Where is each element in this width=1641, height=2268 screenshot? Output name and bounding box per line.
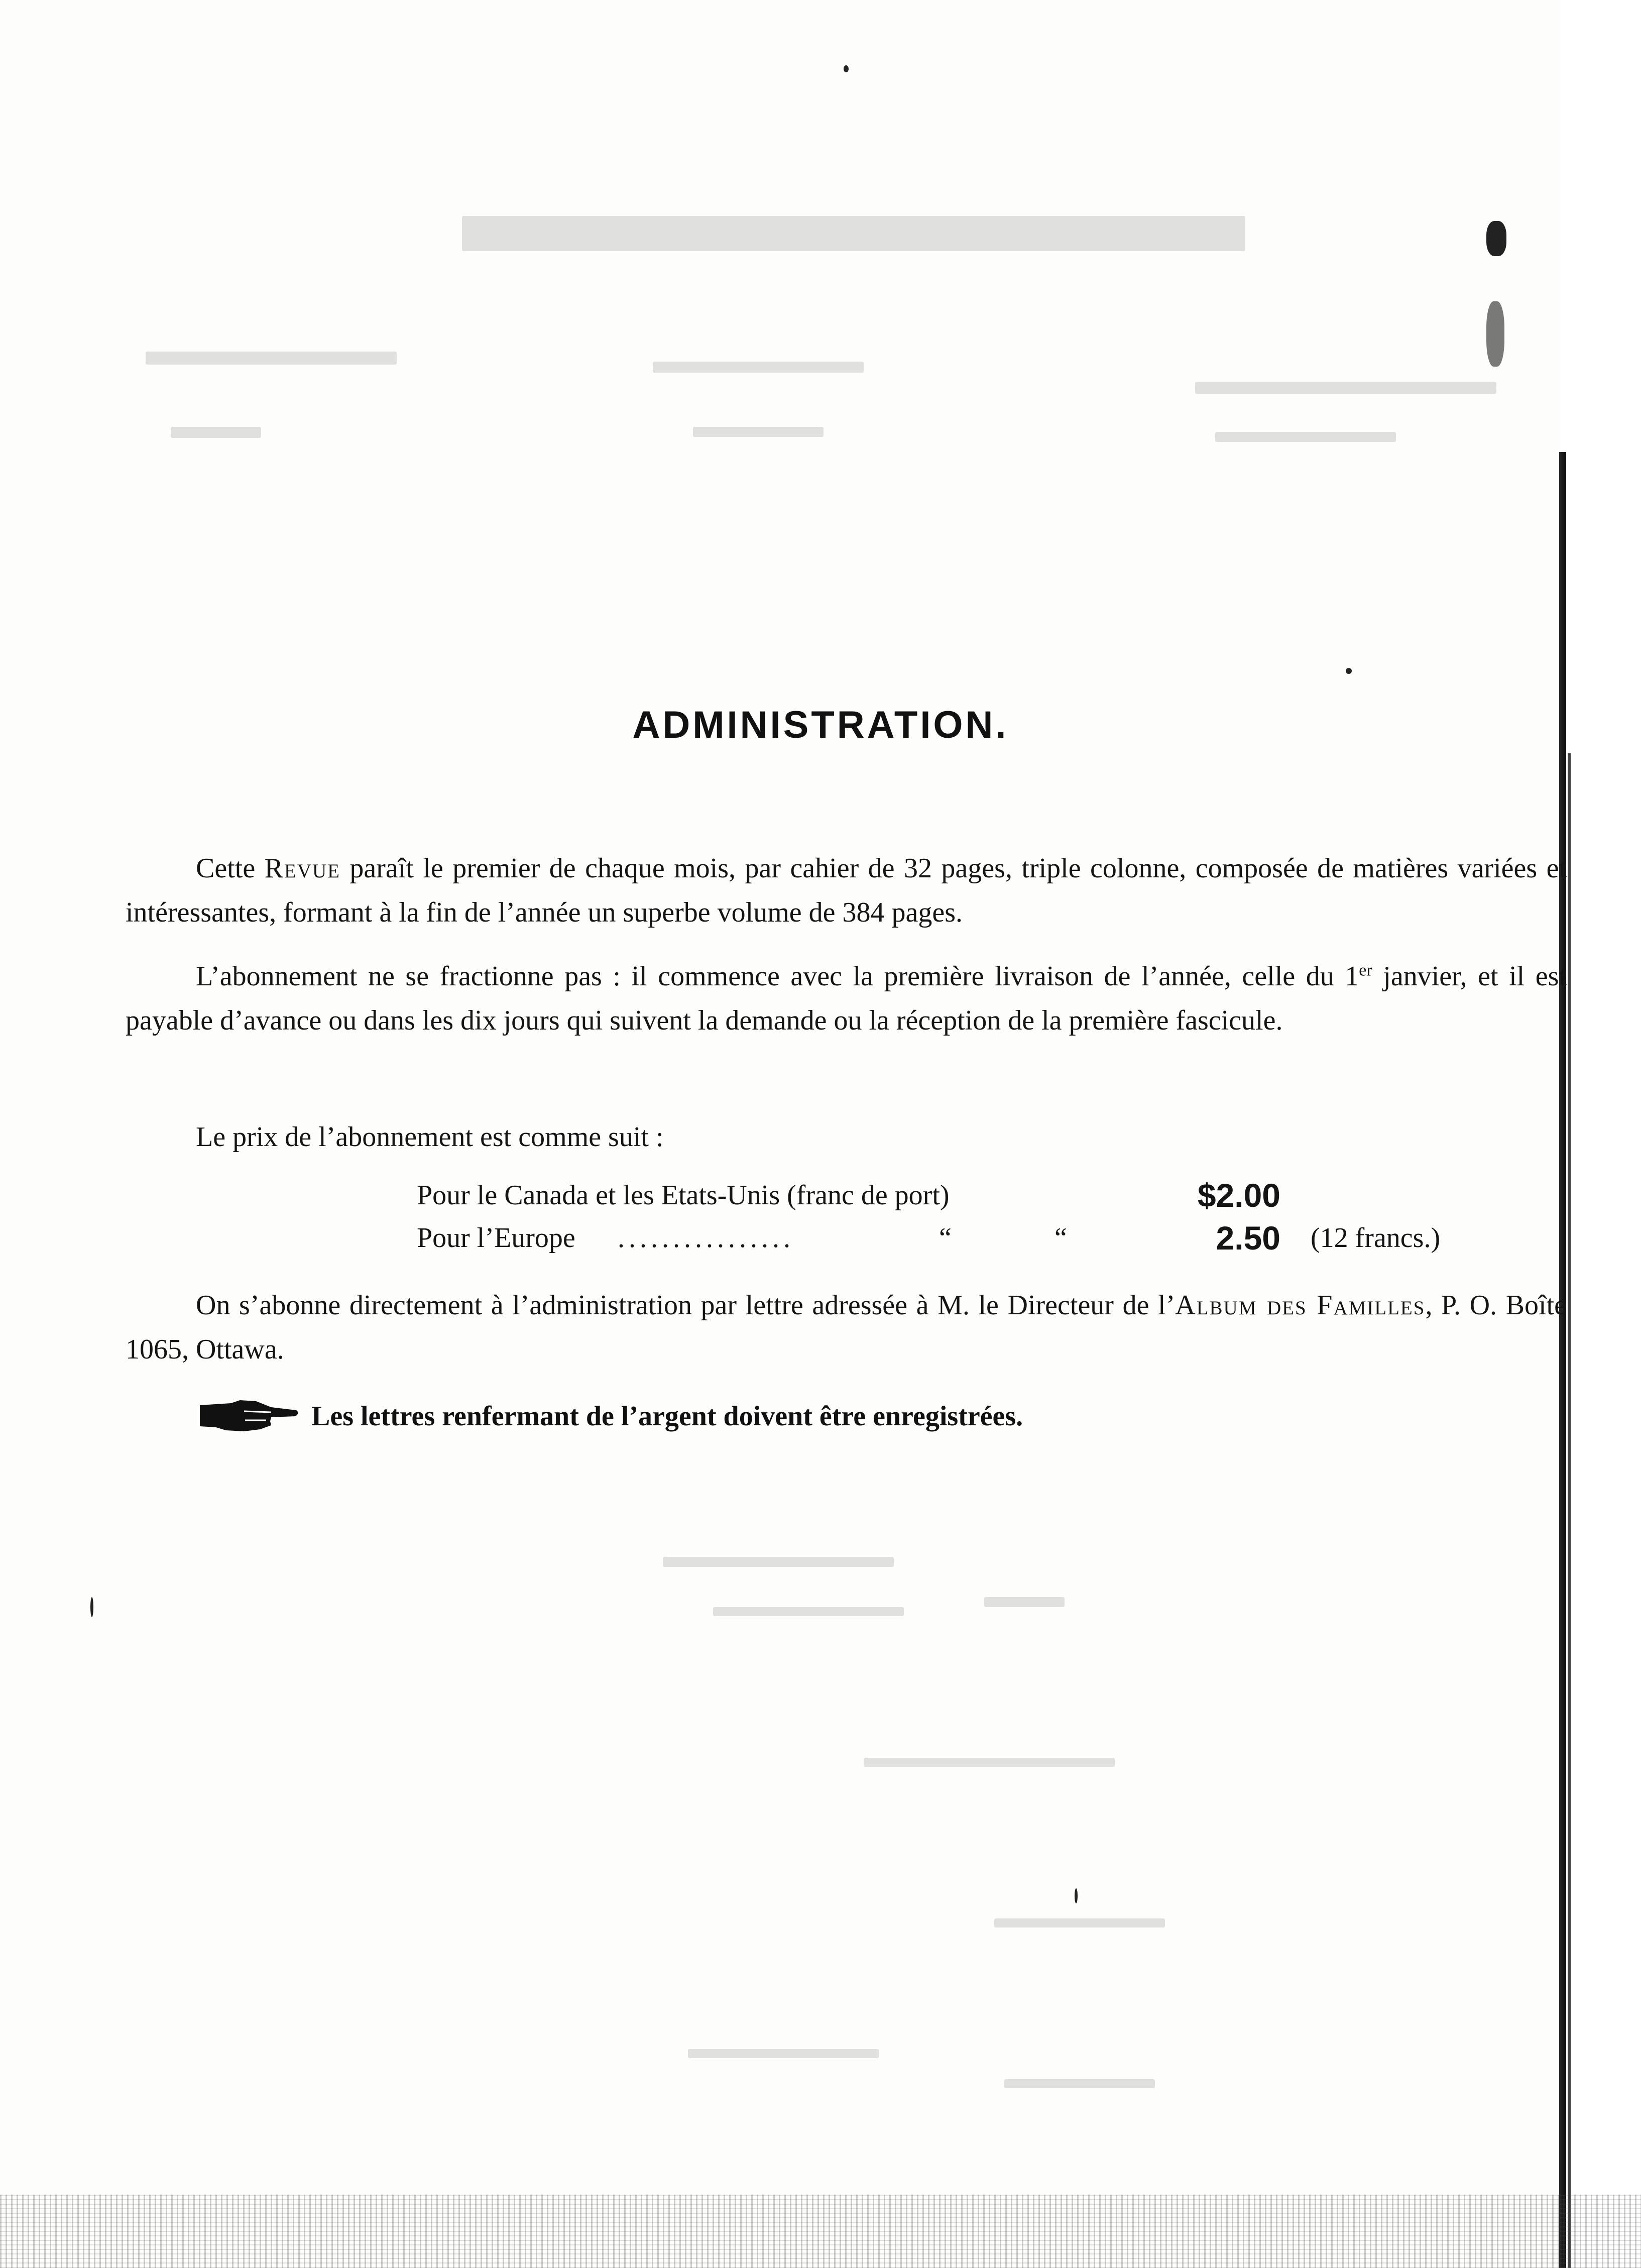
text-segment: , P. O. Boîte 1065, Ottawa. [126,1290,1567,1365]
paragraph-subscription-terms [126,954,1567,1043]
bleed-through-mark [462,216,1245,251]
bleed-through-mark [1215,432,1396,442]
notice-registered-letters: Les lettres renfermant de l’argent doivent être enregistrées. [311,1401,1023,1432]
text-segment: Cette [196,853,265,884]
price-amount: 2.50 [1216,1219,1280,1257]
speck [1486,301,1504,367]
scan-noise [0,2195,1641,2268]
bleed-through-mark [688,2049,879,2058]
bleed-through-mark [713,1607,904,1616]
price-label: Pour le Canada et les Etats-Unis (franc de port) [417,1180,950,1211]
bleed-through-mark [1004,2079,1155,2088]
price-label: Pour l’Europe [417,1222,575,1254]
speck [1486,221,1506,256]
superscript: er [1359,961,1372,980]
text-segment: paraît le premier de chaque mois, par cahier de 32 pages, triple colonne, composée de matières variées et intéressantes, formant à la fin de l’année un superbe volume de 384 pages. [126,853,1567,928]
bleed-through-mark [653,362,864,373]
bleed-through-mark [984,1597,1065,1607]
bleed-through-mark [1195,382,1496,394]
paragraph-price-intro: Le prix de l’abonnement est comme suit : [196,1121,664,1153]
bleed-through-mark [693,427,824,437]
price-note: (12 francs.) [1311,1222,1441,1254]
price-amount: $2.00 [1197,1177,1280,1214]
paragraph-publication [126,846,1567,935]
bleed-through-mark [663,1557,894,1567]
bleed-through-mark [864,1758,1115,1767]
binding-edge-shadow [1568,753,1571,2268]
ditto-mark: “ [939,1222,952,1254]
dot-leader: ................ [618,1222,794,1254]
text-segment: janvier, et il est payable d’avance ou dans les dix jours qui suivent la demande ou la réception de la première fascicule. [126,961,1567,1036]
album-small-caps: Album des Familles [1175,1290,1426,1321]
bleed-through-mark [171,427,261,438]
paragraph-subscribe-address [126,1283,1567,1372]
speck [90,1597,93,1617]
text-segment: On s’abonne directement à l’administration par lettre adressée à M. le Directeur de l’ [196,1290,1176,1321]
bleed-through-mark [146,352,397,365]
page-title: ADMINISTRATION. [632,704,1009,746]
ditto-mark: “ [1054,1222,1067,1254]
speck [1075,1888,1078,1903]
pointing-hand-icon [196,1396,301,1436]
speck [844,65,849,72]
text-segment: L’abonnement ne se fractionne pas : il commence avec la première livraison de l’année, celle du 1 [196,961,1359,992]
speck [1346,668,1352,674]
bleed-through-mark [994,1918,1165,1927]
revue-small-caps: Revue [264,853,340,884]
